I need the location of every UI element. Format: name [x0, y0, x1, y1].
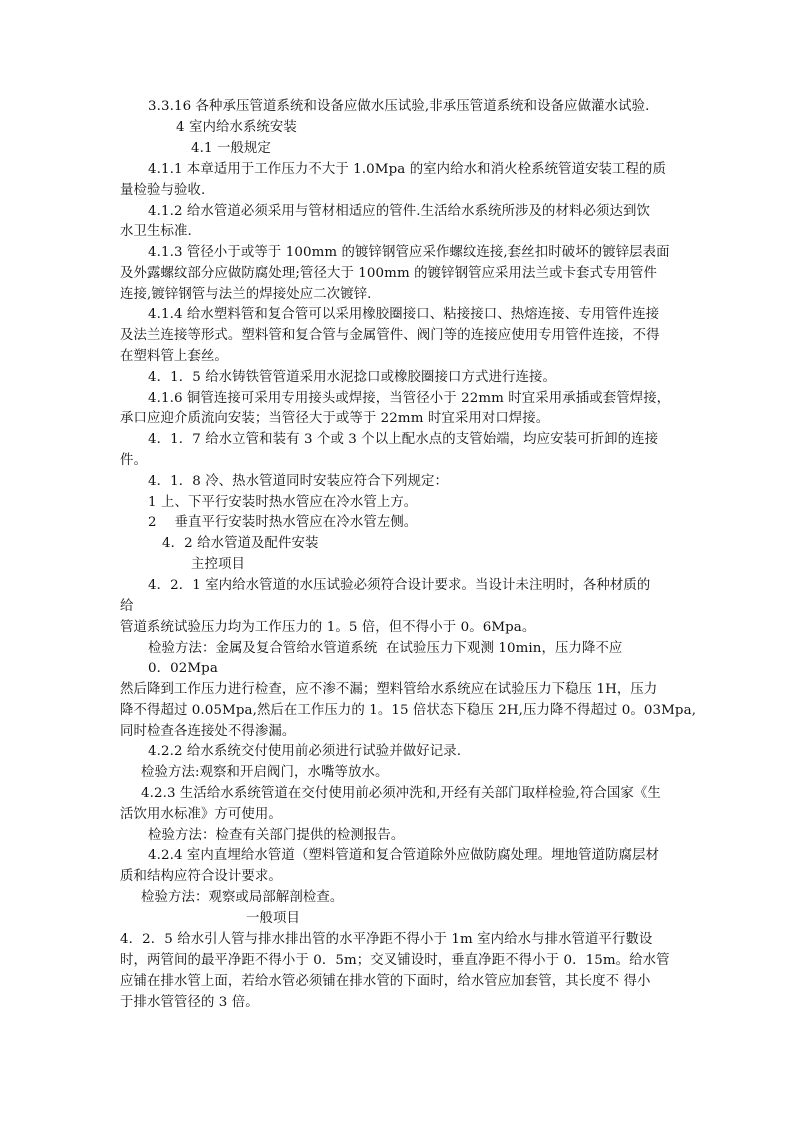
doc-line: 4．1．5 给水铸铁管管道采用水泥捻口或橡胶圈接口方式进行连接。 [148, 370, 556, 385]
doc-line: 4．1．8 冷、热水管道同时安装应符合下列规定： [148, 474, 449, 489]
subsection-heading: 4.1 一般规定 [191, 141, 271, 156]
doc-line: 时，两管间的最平净距不得小于 0．5m；交叉铺设时，垂直净距不得小于 0．15m。给水管 [120, 953, 670, 968]
doc-line: 及法兰连接等形式。塑料管和复合管与金属管件、阀门等的连接应使用专用管件连接，不得 [120, 328, 660, 343]
doc-line: 4.2.3 生活给水系统管道在交付使用前必须冲洗和,开经有关部门取样检验,符合国家《生 [141, 786, 661, 801]
doc-line: 管道系统试验压力均为工作压力的 1。5 倍，但不得小于 0。6Mpa。 [120, 620, 536, 635]
doc-line: 检验方法：观察或局部解剖检查。 [141, 890, 344, 905]
category-heading: 一般项目 [246, 911, 300, 926]
doc-line: 活饮用水标准》方可使用。 [120, 807, 282, 822]
doc-line: 承口应迎介质流向安装；当管径大于或等于 22mm 时宜采用对口焊接。 [120, 411, 550, 426]
doc-line: 4．1．7 给水立管和装有 3 个或 3 个以上配水点的支管始端，均应安装可折卸的连接 [148, 432, 659, 447]
doc-line: 在塑料管上套丝。 [120, 349, 228, 364]
category-heading: 主控项目 [191, 557, 245, 572]
doc-line: 4.1.1 本章适用于工作压力不大于 1.0Mpa 的室内给水和消火栓系统管道安装工程的质 [148, 162, 667, 177]
list-item: 2 垂直平行安装时热水管应在冷水管左侧。 [148, 515, 418, 530]
doc-line: 降不得超过 0.05Mpa,然后在工作压力的 1。15 倍状态下稳压 2H,压力降不得超过 0。03Mpa, [120, 703, 697, 718]
doc-line: 检验方法：金属及复合管给水管道系统 在试验压力下观测 10min，压力降不应 [148, 641, 623, 656]
doc-line: 4.2.4 室内直埋给水管道（塑料管道和复合管道除外应做防腐处理。埋地管道防腐层材 [148, 848, 660, 863]
doc-line: 件。 [120, 453, 147, 468]
doc-line: 质和结构应符合设计要求。 [120, 869, 282, 884]
doc-line: 连接,镀锌钢管与法兰的焊接处应二次镀锌. [120, 287, 372, 302]
doc-line: 检验方法:观察和开启阀门，水嘴等放水。 [141, 765, 389, 780]
list-item: 1 上、下平行安装时热水管应在冷水管上方。 [148, 495, 418, 510]
subsection-heading: 4．2 给水管道及配件安装 [162, 536, 319, 551]
doc-line: 于排水管管径的 3 倍。 [120, 995, 259, 1010]
doc-line: 应铺在排水管上面，若给水管必须铺在排水管的下面时，给水管应加套管，其长度不 得小 [120, 974, 651, 989]
doc-line: 检验方法：检查有关部门提供的检测报告。 [148, 828, 405, 843]
doc-line: 同时检查各连接处不得渗漏。 [120, 724, 296, 739]
doc-line: 3.3.16 各种承压管道系统和设备应做水压试验,非承压管道系统和设备应做灌水试验. [148, 99, 650, 114]
doc-line: 4．2．1 室内给水管道的水压试验必须符合设计要求。当设计未注明时，各种材质的 [148, 578, 651, 593]
doc-line: 水卫生标准. [120, 224, 192, 239]
doc-line: 4.1.3 管径小于或等于 100mm 的镀锌钢管应采作螺纹连接,套丝扣时破坏的镀锌层表面 [148, 245, 670, 260]
doc-line: 4.1.4 给水塑料管和复合管可以采用橡胶圈接口、粘接接口、热熔连接、专用管件连接 [148, 307, 660, 322]
doc-line: 及外露螺纹部分应做防腐处理;管径大于 100mm 的镀锌钢管应采用法兰或卡套式专用管件 [120, 266, 657, 281]
doc-line: 4．2．5 给水引人管与排水排出管的水平净距不得小于 1m 室内给水与排水管道平行數设 [120, 932, 653, 947]
section-heading: 4 室内给水系统安装 [176, 120, 297, 135]
doc-line: 4.1.6 铜管连接可采用专用接头或焊接，当管径小于 22mm 时宜采用承插或套管焊接， [148, 391, 671, 406]
doc-line: 量检验与验收. [120, 183, 206, 198]
doc-line: 0．02Mpa [148, 661, 218, 676]
doc-line: 给 [120, 599, 134, 614]
doc-line: 4.1.2 给水管道必须采用与管材相适应的管件.生活给水系统所涉及的材料必须达到饮 [148, 204, 650, 219]
doc-line: 4.2.2 给水系统交付使用前必须进行试验并做好记录. [148, 744, 462, 759]
doc-line: 然后降到工作压力进行检查，应不渗不漏；塑料管给水系统应在试验压力下稳压 1H，压力 [120, 682, 658, 697]
